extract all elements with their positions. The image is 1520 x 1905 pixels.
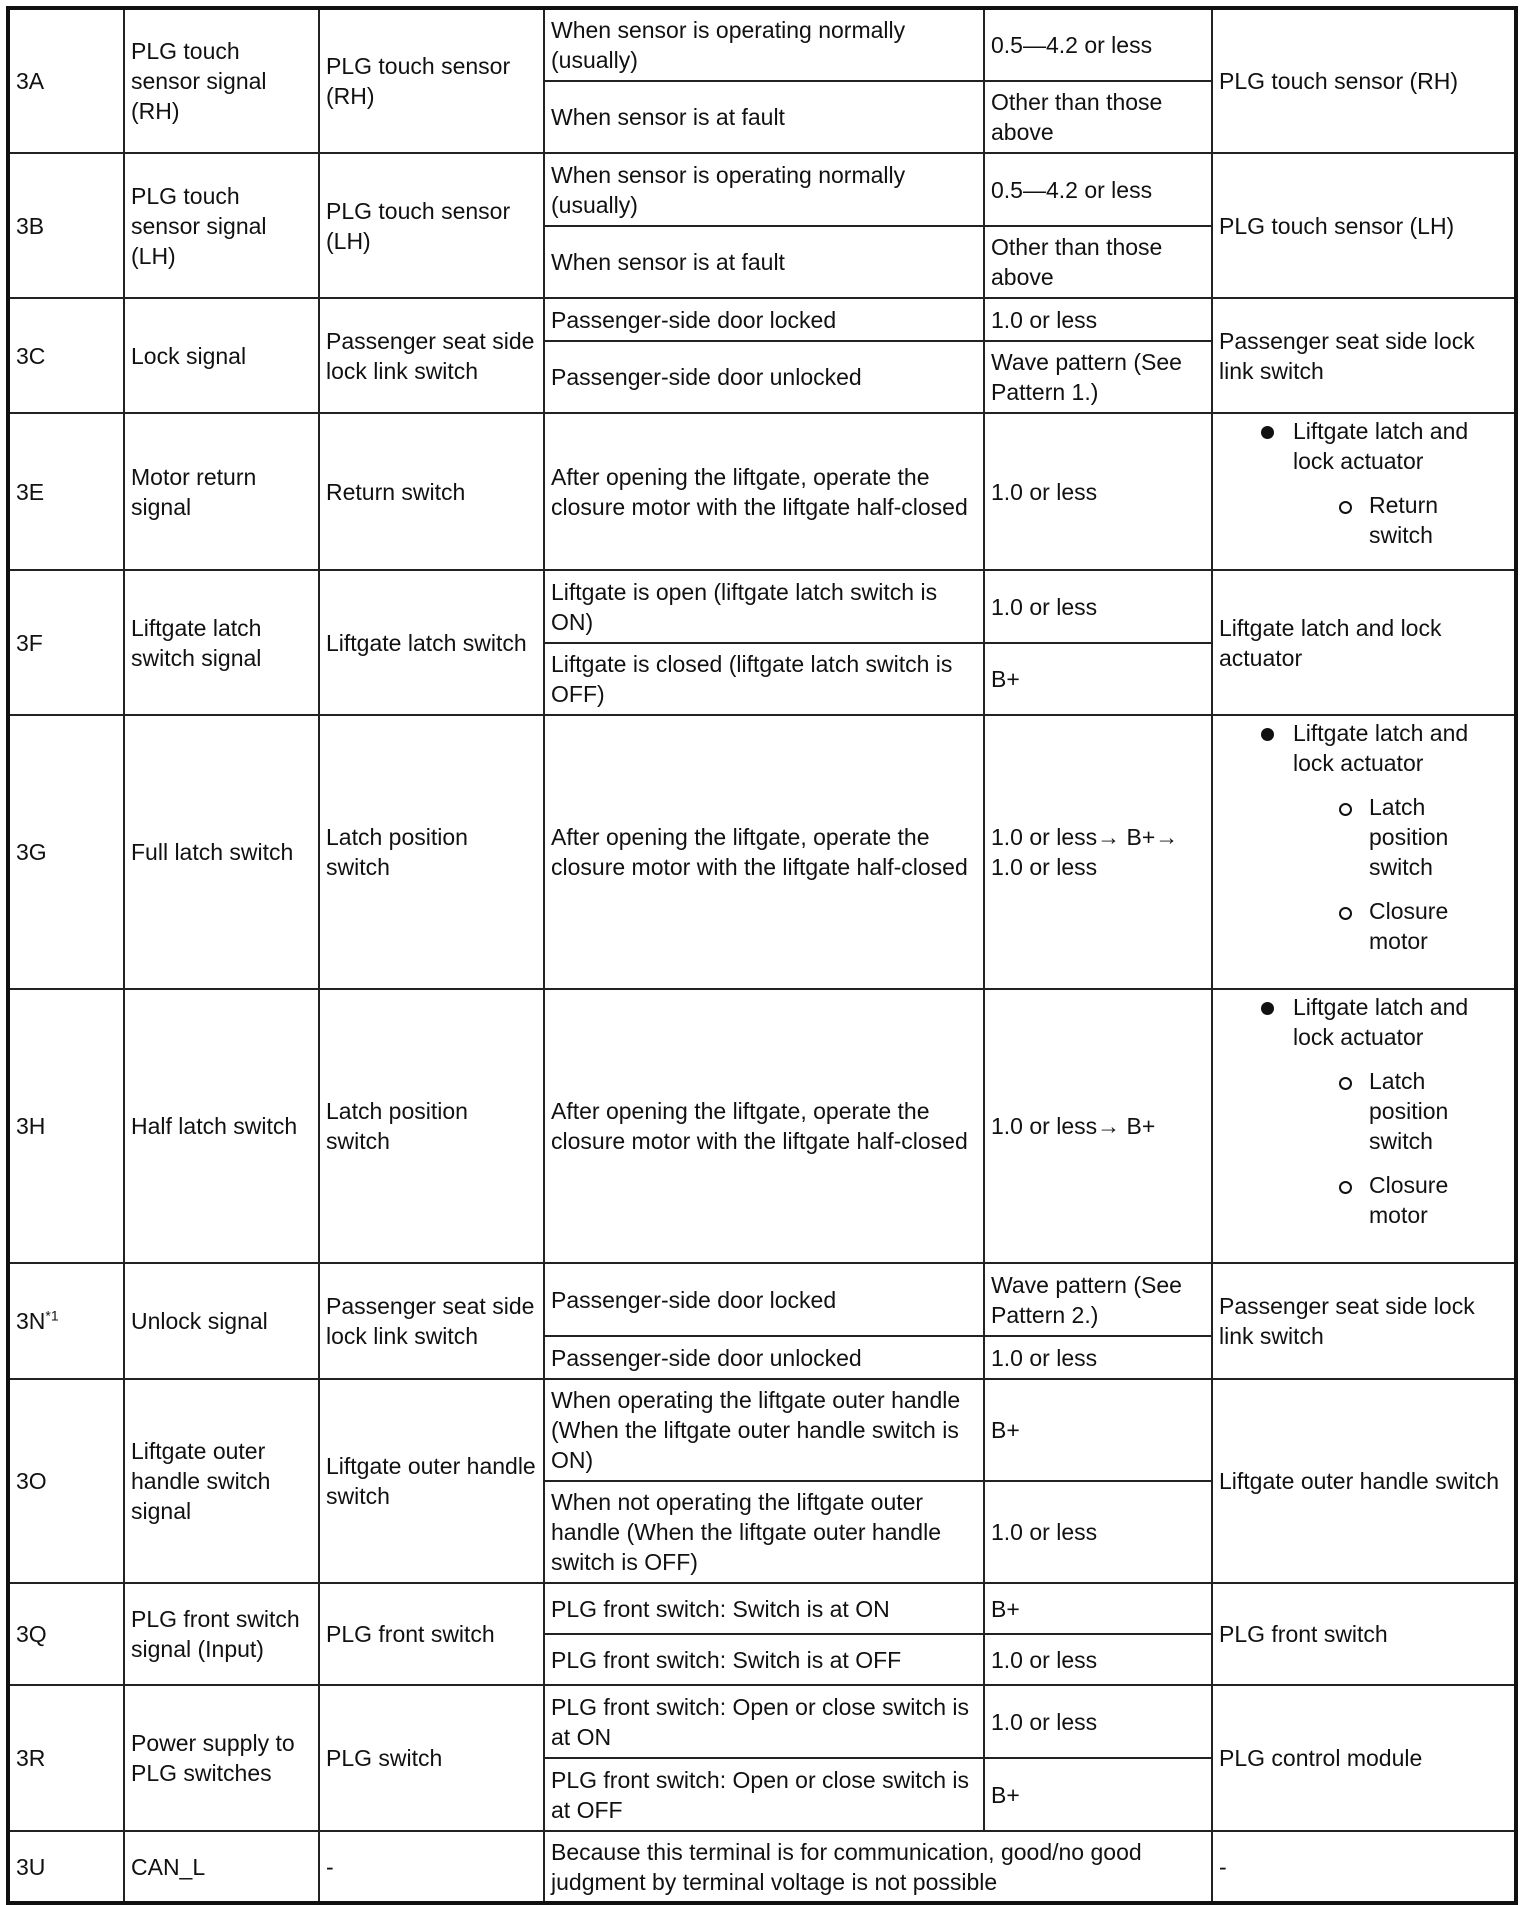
terminal-footnote: *1 (45, 1307, 59, 1324)
voltage-cell: Wave pattern (See Pattern 1.) (984, 341, 1212, 413)
terminal-cell: 3C (8, 298, 124, 413)
terminal-cell: 3G (8, 715, 124, 989)
filled-bullet-icon (1261, 1002, 1274, 1015)
voltage-cell: 1.0 or less (984, 570, 1212, 643)
connected-to-cell: PLG front switch (319, 1583, 544, 1685)
condition-cell: Passenger-side door unlocked (544, 341, 984, 413)
hollow-bullet-icon (1339, 501, 1352, 514)
table-row (8, 1583, 1516, 1634)
condition-cell: Liftgate is open (liftgate latch switch is ON) (544, 570, 984, 643)
condition-merged-cell: Because this terminal is for communication, good/no good judgment by terminal voltage is not possible (544, 1831, 1212, 1903)
connected-to-cell: Latch position switch (319, 715, 544, 989)
voltage-cell: 1.0 or less→ B+→ 1.0 or less (984, 715, 1212, 989)
voltage-cell: 1.0 or less (984, 1685, 1212, 1758)
inspection-tree-cell (1212, 989, 1516, 1263)
terminal-cell: 3U (8, 1831, 124, 1903)
voltage-cell: B+ (984, 643, 1212, 715)
terminal-cell: 3H (8, 989, 124, 1263)
signal-name-cell: Motor return signal (124, 413, 319, 570)
terminal-voltage-table (6, 6, 1518, 1905)
signal-name-cell: Lock signal (124, 298, 319, 413)
table-row (8, 8, 1516, 81)
signal-name-cell: Unlock signal (124, 1263, 319, 1379)
voltage-cell: B+ (984, 1379, 1212, 1481)
condition-cell: Liftgate is closed (liftgate latch switch is OFF) (544, 643, 984, 715)
hollow-bullet-icon (1339, 1181, 1352, 1194)
inspection-item-cell: PLG touch sensor (RH) (1212, 8, 1516, 153)
inspection-item-cell: Liftgate latch and lock actuator (1212, 570, 1516, 715)
signal-name-cell: Power supply to PLG switches (124, 1685, 319, 1831)
connected-to-cell: Return switch (319, 413, 544, 570)
voltage-cell: 1.0 or less→ B+ (984, 989, 1212, 1263)
signal-name-cell: Full latch switch (124, 715, 319, 989)
terminal-cell: 3F (8, 570, 124, 715)
voltage-cell: 1.0 or less (984, 1481, 1212, 1583)
condition-cell: When sensor is operating normally (usually) (544, 8, 984, 81)
condition-cell: PLG front switch: Switch is at OFF (544, 1634, 984, 1685)
table-row (8, 413, 1516, 570)
condition-cell: Passenger-side door unlocked (544, 1336, 984, 1379)
voltage-cell: Wave pattern (See Pattern 2.) (984, 1263, 1212, 1336)
condition-cell: PLG front switch: Switch is at ON (544, 1583, 984, 1634)
voltage-cell: 1.0 or less (984, 1634, 1212, 1685)
inspection-item: Liftgate latch and lock actuator (1219, 718, 1508, 778)
inspection-item: Liftgate latch and lock actuator (1219, 416, 1508, 476)
connected-to-cell: Liftgate latch switch (319, 570, 544, 715)
condition-cell: Passenger-side door locked (544, 1263, 984, 1336)
terminal-cell: 3O (8, 1379, 124, 1583)
inspection-subitem: Latch position switch (1219, 792, 1508, 882)
voltage-cell: B+ (984, 1758, 1212, 1831)
inspection-subitem: Latch position switch (1219, 1066, 1508, 1156)
hollow-bullet-icon (1339, 1077, 1352, 1090)
terminal-cell: $3N^{*1}$ (8, 1263, 124, 1379)
connected-to-cell: PLG touch sensor (LH) (319, 153, 544, 298)
connected-to-cell: Latch position switch (319, 989, 544, 1263)
inspection-item-cell: PLG control module (1212, 1685, 1516, 1831)
inspection-item-cell: Liftgate outer handle switch (1212, 1379, 1516, 1583)
voltage-cell: Other than those above (984, 81, 1212, 153)
voltage-cell: 1.0 or less (984, 1336, 1212, 1379)
connected-to-cell: PLG touch sensor (RH) (319, 8, 544, 153)
hollow-bullet-icon (1339, 803, 1352, 816)
inspection-item-cell: - (1212, 1831, 1516, 1903)
inspection-item-cell: Passenger seat side lock link switch (1212, 1263, 1516, 1379)
signal-name-cell: CAN_L (124, 1831, 319, 1903)
inspection-subitem: Closure motor (1219, 896, 1508, 956)
condition-cell: PLG front switch: Open or close switch is at OFF (544, 1758, 984, 1831)
connected-to-cell: Passenger seat side lock link switch (319, 1263, 544, 1379)
signal-name-cell: Liftgate latch switch signal (124, 570, 319, 715)
condition-cell: After opening the liftgate, operate the closure motor with the liftgate half-closed (544, 413, 984, 570)
condition-cell: After opening the liftgate, operate the closure motor with the liftgate half-closed (544, 989, 984, 1263)
table-row (8, 153, 1516, 226)
inspection-subitem: Closure motor (1219, 1170, 1508, 1230)
inspection-item-cell: PLG front switch (1212, 1583, 1516, 1685)
condition-cell: When sensor is at fault (544, 81, 984, 153)
connected-to-cell: Passenger seat side lock link switch (319, 298, 544, 413)
condition-cell: When operating the liftgate outer handle (When the liftgate outer handle switch is ON) (544, 1379, 984, 1481)
condition-cell: PLG front switch: Open or close switch is at ON (544, 1685, 984, 1758)
terminal-cell: 3E (8, 413, 124, 570)
inspection-subitem: Return switch (1219, 490, 1508, 550)
signal-name-cell: Liftgate outer handle switch signal (124, 1379, 319, 1583)
inspection-tree-cell (1212, 413, 1516, 570)
connected-to-cell: Liftgate outer handle switch (319, 1379, 544, 1583)
table-row (8, 1831, 1516, 1903)
terminal-cell: 3B (8, 153, 124, 298)
table-row (8, 989, 1516, 1263)
table-row (8, 298, 1516, 341)
inspection-item-cell: PLG touch sensor (LH) (1212, 153, 1516, 298)
filled-bullet-icon (1261, 426, 1274, 439)
signal-name-cell: PLG touch sensor signal (RH) (124, 8, 319, 153)
inspection-item: Liftgate latch and lock actuator (1219, 992, 1508, 1052)
condition-cell: Passenger-side door locked (544, 298, 984, 341)
condition-cell: When not operating the liftgate outer handle (When the liftgate outer handle switch is OFF) (544, 1481, 984, 1583)
terminal-cell: 3Q (8, 1583, 124, 1685)
table-row (8, 715, 1516, 989)
condition-cell: When sensor is at fault (544, 226, 984, 298)
condition-cell: After opening the liftgate, operate the closure motor with the liftgate half-closed (544, 715, 984, 989)
inspection-tree-cell (1212, 715, 1516, 989)
signal-name-cell: PLG front switch signal (Input) (124, 1583, 319, 1685)
table-row (8, 1685, 1516, 1758)
table-row (8, 570, 1516, 643)
voltage-cell: 0.5—4.2 or less (984, 8, 1212, 81)
table-row (8, 1263, 1516, 1336)
voltage-cell: 1.0 or less (984, 413, 1212, 570)
voltage-cell: 1.0 or less (984, 298, 1212, 341)
hollow-bullet-icon (1339, 907, 1352, 920)
filled-bullet-icon (1261, 728, 1274, 741)
terminal-cell: 3A (8, 8, 124, 153)
inspection-item-cell: Passenger seat side lock link switch (1212, 298, 1516, 413)
condition-cell: When sensor is operating normally (usually) (544, 153, 984, 226)
terminal-cell: 3R (8, 1685, 124, 1831)
table-row (8, 1379, 1516, 1481)
connected-to-cell: PLG switch (319, 1685, 544, 1831)
signal-name-cell: PLG touch sensor signal (LH) (124, 153, 319, 298)
voltage-cell: Other than those above (984, 226, 1212, 298)
voltage-cell: B+ (984, 1583, 1212, 1634)
voltage-cell: 0.5—4.2 or less (984, 153, 1212, 226)
connected-to-cell: - (319, 1831, 544, 1903)
signal-name-cell: Half latch switch (124, 989, 319, 1263)
